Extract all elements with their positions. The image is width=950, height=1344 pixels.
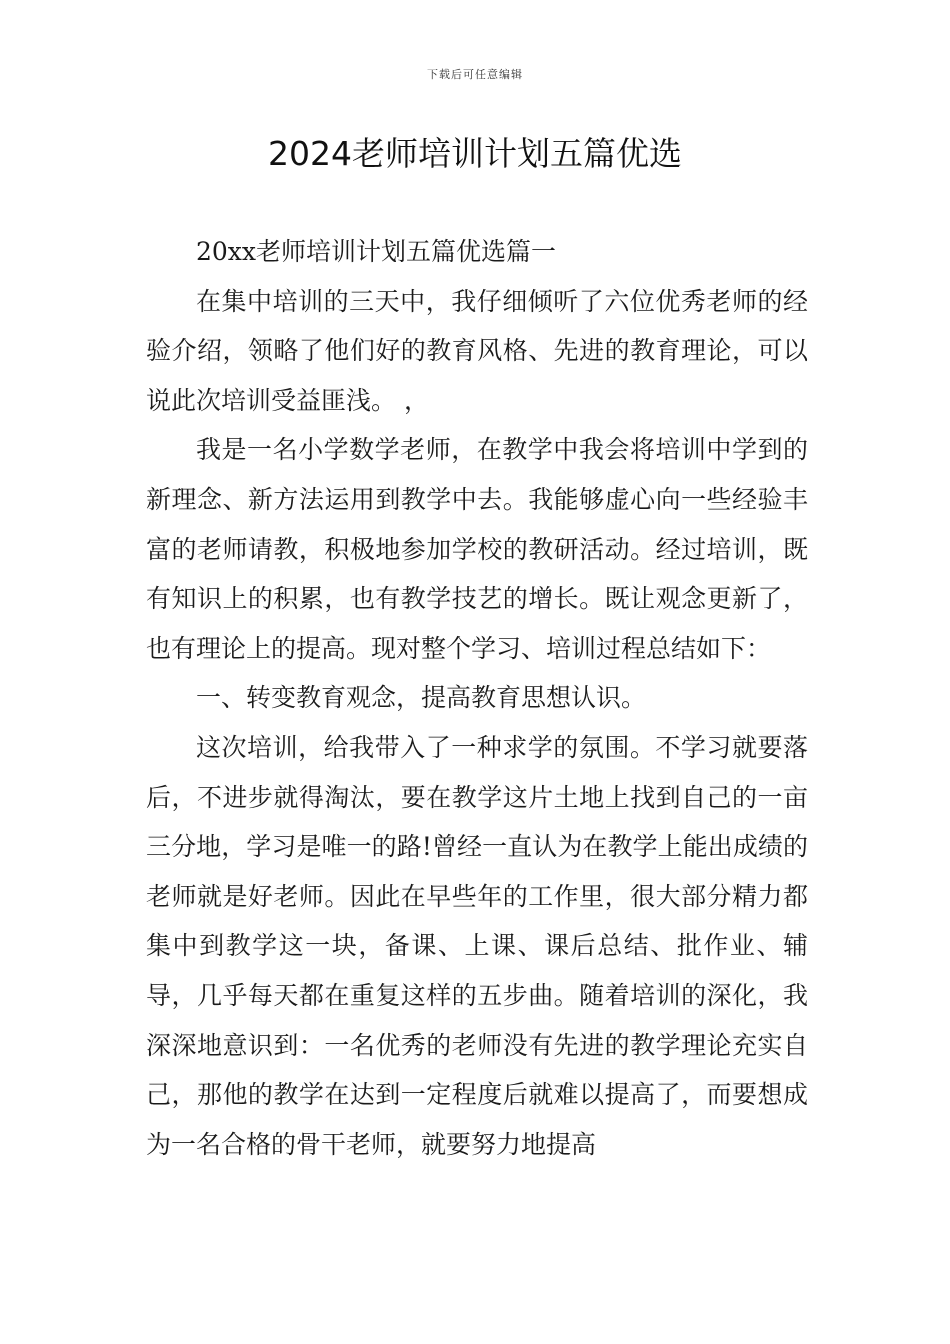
section-heading: 20xx老师培训计划五篇优选篇一 — [196, 237, 557, 266]
paragraph: 在集中培训的三天中，我仔细倾听了六位优秀老师的经验介绍，领略了他们好的教育风格、先进的教育理论，可以说此次培训受益匪浅。 ， — [146, 286, 808, 415]
document-title: 2024老师培训计划五篇优选 — [268, 134, 682, 173]
header-note: 下载后可任意编辑 — [427, 68, 523, 81]
paragraph: 我是一名小学数学老师，在教学中我会将培训中学到的新理念、新方法运用到教学中去。我能够虚心向一些经验丰富的老师请教，积极地参加学校的教研活动。经过培训，既有知识上的积累，也有教学技艺的增长。既让观念更新了，也有理论上的提高。现对整个学习、培训过程总结如下： — [146, 435, 808, 663]
document-body — [146, 227, 808, 1169]
paragraph: 这次培训，给我带入了一种求学的氛围。不学习就要落后，不进步就得淘汰，要在教学这片土地上找到自己的一亩三分地，学习是唯一的路!曾经一直认为在教学上能出成绩的老师就是好老师。因此在早些年的工作里，很大部分精力都集中到教学这一块，备课、上课、课后总结、批作业、辅导，几乎每天都在重复这样的五步曲。随着培训的深化，我深深地意识到：一名优秀的老师没有先进的教学理论充实自己，那他的教学在达到一定程度后就难以提高了，而要想成为一名合格的骨干老师，就要努力地提高 — [146, 732, 808, 1159]
subheading: 一、转变教育观念，提高教育思想认识。 — [196, 683, 647, 713]
